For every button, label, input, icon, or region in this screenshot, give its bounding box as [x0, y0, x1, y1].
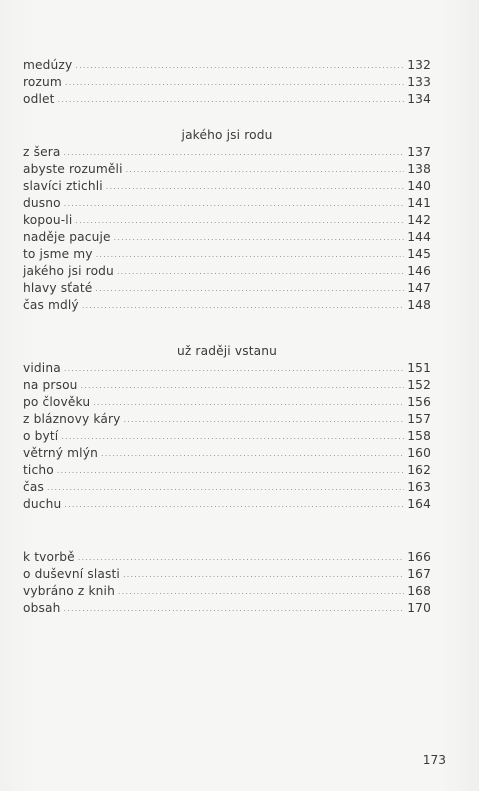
toc-entry: [23, 178, 431, 195]
entry-title: ticho: [23, 463, 54, 477]
entry-page: 133: [407, 75, 431, 89]
dot-leader: [95, 280, 404, 297]
toc-entry: [23, 195, 431, 212]
toc-entry: [23, 91, 431, 108]
dot-leader: [117, 263, 404, 280]
toc-appendix: [23, 549, 431, 617]
entry-page: 166: [407, 550, 431, 564]
toc-entry: [23, 566, 431, 583]
dot-leader: [118, 583, 404, 600]
entry-page: 164: [407, 497, 431, 511]
entry-title: čas mdlý: [23, 298, 79, 312]
entry-page: 151: [407, 361, 431, 375]
dot-leader: [124, 411, 405, 428]
entry-title: odlet: [23, 92, 55, 106]
toc-section-2: [23, 144, 431, 314]
dot-leader: [82, 297, 404, 314]
toc-entry: [23, 428, 431, 445]
entry-page: 157: [407, 412, 431, 426]
entry-title: vybráno z knih: [23, 584, 115, 598]
entry-title: větrný mlýn: [23, 446, 98, 460]
entry-title: to jsme my: [23, 247, 93, 261]
toc-entry: [23, 377, 431, 394]
entry-title: rozum: [23, 75, 62, 89]
entry-title: dusno: [23, 196, 61, 210]
dot-leader: [93, 394, 404, 411]
entry-title: na prsou: [23, 378, 78, 392]
dot-leader: [75, 57, 404, 74]
toc-section-3: [23, 360, 431, 513]
entry-page: 141: [407, 196, 431, 210]
page-number: 173: [422, 753, 446, 767]
entry-title: duchu: [23, 497, 62, 511]
entry-title: o bytí: [23, 429, 59, 443]
toc-entry: [23, 411, 431, 428]
entry-page: 144: [407, 230, 431, 244]
dot-leader: [101, 445, 404, 462]
dot-leader: [58, 91, 405, 108]
entry-page: 145: [407, 247, 431, 261]
entry-page: 160: [407, 446, 431, 460]
dot-leader: [123, 566, 404, 583]
toc-entry: [23, 57, 431, 74]
entry-page: 134: [407, 92, 431, 106]
entry-title: čas: [23, 480, 44, 494]
toc-entry: [23, 74, 431, 91]
entry-title: slavíci ztichli: [23, 179, 103, 193]
section-heading: už raději vstanu: [176, 344, 277, 358]
entry-page: 148: [407, 298, 431, 312]
dot-leader: [64, 360, 404, 377]
dot-leader: [47, 479, 404, 496]
entry-page: 167: [407, 567, 431, 581]
dot-leader: [64, 496, 404, 513]
toc-entry: [23, 144, 431, 161]
dot-leader: [57, 462, 404, 479]
entry-page: 156: [407, 395, 431, 409]
entry-page: 162: [407, 463, 431, 477]
entry-page: 158: [407, 429, 431, 443]
dot-leader: [106, 178, 405, 195]
entry-page: 137: [407, 145, 431, 159]
entry-page: 140: [407, 179, 431, 193]
entry-title: jakého jsi rodu: [23, 264, 114, 278]
entry-page: 163: [407, 480, 431, 494]
dot-leader: [65, 74, 404, 91]
entry-page: 152: [407, 378, 431, 392]
toc-entry: [23, 229, 431, 246]
dot-leader: [96, 246, 405, 263]
entry-page: 147: [407, 281, 431, 295]
dot-leader: [61, 428, 404, 445]
entry-title: vidina: [23, 361, 61, 375]
toc-entry: [23, 496, 431, 513]
toc-entry: [23, 600, 431, 617]
entry-title: hlavy sťaté: [23, 281, 93, 295]
dot-leader: [64, 600, 405, 617]
entry-page: 146: [407, 264, 431, 278]
dot-leader: [64, 144, 405, 161]
toc-entry: [23, 280, 431, 297]
toc-entry: [23, 394, 431, 411]
toc-entry: [23, 549, 431, 566]
toc-entry: [23, 583, 431, 600]
toc-entry: [23, 462, 431, 479]
toc-entry: [23, 445, 431, 462]
entry-title: obsah: [23, 601, 61, 615]
toc-entry: [23, 212, 431, 229]
entry-page: 138: [407, 162, 431, 176]
entry-page: 170: [407, 601, 431, 615]
entry-page: 142: [407, 213, 431, 227]
entry-title: po člověku: [23, 395, 91, 409]
dot-leader: [78, 549, 404, 566]
entry-title: kopou-li: [23, 213, 73, 227]
toc-group-1: [23, 57, 431, 108]
toc-entry: [23, 360, 431, 377]
toc-entry: [23, 263, 431, 280]
entry-title: medúzy: [23, 58, 73, 72]
toc-entry: [23, 246, 431, 263]
toc-entry: [23, 479, 431, 496]
dot-leader: [81, 377, 405, 394]
dot-leader: [114, 229, 405, 246]
dot-leader: [75, 212, 404, 229]
dot-leader: [126, 161, 405, 178]
entry-title: z šera: [23, 145, 61, 159]
dot-leader: [64, 195, 405, 212]
entry-page: 132: [407, 58, 431, 72]
entry-page: 168: [407, 584, 431, 598]
entry-title: abyste rozuměli: [23, 162, 123, 176]
toc-entry: [23, 297, 431, 314]
entry-title: naděje pacuje: [23, 230, 111, 244]
section-heading: jakého jsi rodu: [181, 128, 273, 142]
entry-title: z bláznovy káry: [23, 412, 121, 426]
entry-title: k tvorbě: [23, 550, 75, 564]
toc-entry: [23, 161, 431, 178]
entry-title: o duševní slasti: [23, 567, 120, 581]
